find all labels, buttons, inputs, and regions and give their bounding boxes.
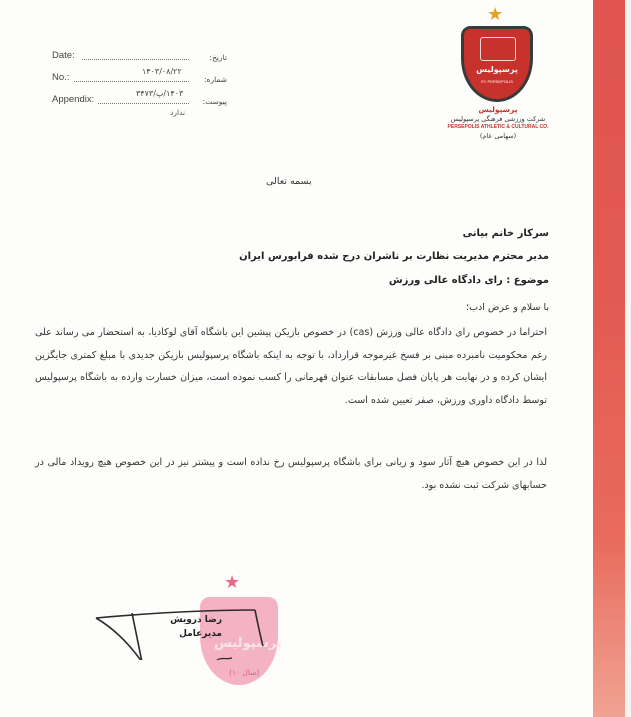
- shield-text: پرسپولیس: [476, 65, 518, 74]
- company-full-name-en: PERSEPOLIS ATHLETIC & CULTURAL CO.: [447, 124, 549, 130]
- company-name-fa: پرسپولیس: [478, 105, 518, 114]
- appendix-label-fa: پیوست:: [202, 97, 227, 106]
- appendix-value: ۱۴۰۳/پ/۳۴۷۳: [136, 89, 184, 98]
- number-field: [52, 65, 227, 87]
- recipient-block: [239, 222, 549, 268]
- number-label-fa: شماره:: [204, 75, 227, 84]
- stamp-number: (سال ۱۰): [229, 668, 260, 677]
- appendix-dotted-line: [98, 103, 189, 104]
- recipient-name: سرکار خانم بیانی: [462, 228, 549, 239]
- shield-text-en: FC PERSEPOLIS: [481, 79, 513, 84]
- letter-subject: موضوع : رای دادگاه عالی ورزش: [388, 275, 549, 286]
- lamassu-emblem-icon: [480, 37, 516, 61]
- signer-title: مدیرعامل: [179, 629, 222, 639]
- letterhead-red-band: [593, 0, 631, 717]
- shield-icon: [461, 26, 533, 102]
- number-label-en: No.:: [52, 72, 70, 83]
- number-value: ۱۴۰۳/۰۸/۲۲: [142, 67, 182, 76]
- appendix-label-en: Appendix:: [52, 94, 95, 105]
- basmala: بسمه تعالی: [266, 176, 312, 187]
- date-label-en: Date:: [52, 50, 75, 61]
- letter-header-fields: [52, 43, 227, 109]
- signer-block: [170, 613, 222, 641]
- recipient-title: مدیر محترم مدیریت نظارت بر ناشران درج شده فرابورس ایران: [239, 251, 549, 262]
- company-info: [443, 106, 553, 140]
- greeting: با سلام و عرض ادب؛: [466, 302, 549, 313]
- star-icon: ★: [487, 4, 504, 25]
- appendix-field: [52, 87, 227, 109]
- stamp-star-icon: ★: [224, 572, 241, 593]
- body-paragraph: لذا در این خصوص هیچ آثار سود و زیانی برای باشگاه پرسپولیس رخ نداده است و پیشتر نیز در این خصوص هیچ رویداد مالی در حسابهای شرکت ثبت نشده بود.: [35, 457, 547, 491]
- company-type: (سهامی عام): [479, 131, 517, 140]
- date-dotted-line: [82, 59, 189, 60]
- date-field: [52, 43, 227, 65]
- appendix-note: ندارد: [170, 108, 186, 117]
- body-paragraph: احتراما در خصوص رای دادگاه عالی ورزش (cas) در خصوص بازیکن پیشین این باشگاه آقای لوکادیا، به استحضار می رساند علی رغم محکومیت نامبرده مبنی بر فسخ غیرموجه قرارداد، با توجه به اینکه باشگاه پرسپولیس بازیکن جدیدی با مبلغ کمتری جایگزین ایشان کرده و در نهایت هر پایان فصل مسابقات عنوان قهرمانی را کسب نموده است، میزان خسارت وارده به باشگاه پرسپولیس توسط دادگاه داوری ورزش، صفر تعیین شده است.: [35, 327, 548, 406]
- signer-name: رضا درویش: [170, 615, 222, 625]
- company-full-name-fa: شرکت ورزشی فرهنگی پرسپولیس: [450, 114, 546, 123]
- date-label-fa: تاریخ:: [209, 53, 227, 62]
- number-dotted-line: [74, 81, 189, 82]
- stamp-text: پرسپولیس: [214, 636, 282, 651]
